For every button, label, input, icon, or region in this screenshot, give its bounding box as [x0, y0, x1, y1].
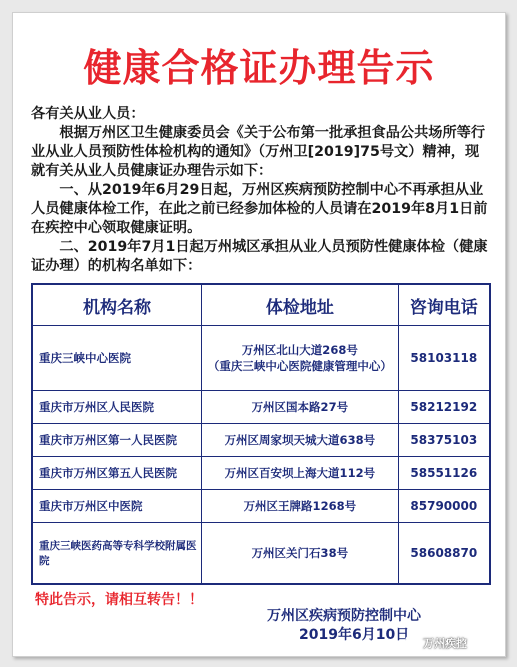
notice-page: [12, 12, 506, 657]
table-row: [33, 523, 490, 584]
row-phone: 58375103: [398, 423, 489, 456]
row-name: 重庆市万州区人民医院: [33, 390, 202, 423]
signature-date: 2019年6月10日: [299, 627, 410, 643]
row-name: 重庆三峡医药高等专科学校附属医院: [33, 523, 202, 584]
institution-table: [31, 283, 491, 585]
row-address: 万州区百安坝上海大道112号: [202, 456, 399, 489]
row-phone: 58103118: [398, 326, 489, 391]
paragraph-1: 根据万州区卫生健康委员会《关于公布第一批承担食品公共场所等行业从业人员预防性体检机构的通知》（万州卫[2019]75号文）精神，现就有关从业人员健康证办理告示如下：: [31, 125, 486, 179]
table-row: [33, 390, 490, 423]
row-address: [202, 326, 399, 391]
row-name: 重庆市万州区第五人民医院: [33, 456, 202, 489]
row-name: 重庆市万州区中医院: [33, 490, 202, 523]
table-row: [33, 490, 490, 523]
paragraph-3: 二、2019年7月1日起万州城区承担从业人员预防性健康体检（健康证办理）的机构名单如下：: [31, 239, 488, 274]
address-line: 万州区北山大道268号: [241, 342, 358, 357]
header-phone: 咨询电话: [398, 285, 489, 326]
row-address: 万州区关门石38号: [202, 523, 399, 584]
row-name: 重庆三峡中心医院: [33, 326, 202, 391]
row-name: 重庆市万州区第一人民医院: [33, 423, 202, 456]
header-address: 体检地址: [202, 285, 399, 326]
table-row: [33, 456, 490, 489]
table-header-row: [33, 285, 490, 326]
header-name: 机构名称: [33, 285, 202, 326]
salutation: 各有关从业人员：: [31, 106, 145, 122]
closing-notice: 特此告示，请相互转告！！: [35, 592, 203, 608]
table-row: [33, 326, 490, 391]
row-phone: 58608870: [398, 523, 489, 584]
signature-org: 万州区疾病预防控制中心: [267, 608, 421, 624]
notice-body: [31, 105, 491, 276]
row-address: 万州区周家坝天城大道638号: [202, 423, 399, 456]
address-line-2: （重庆三峡中心医院健康管理中心）: [207, 358, 392, 373]
row-phone: 58551126: [398, 456, 489, 489]
row-address: 万州区王牌路1268号: [202, 490, 399, 523]
row-phone: 85790000: [398, 490, 489, 523]
row-phone: 58212192: [398, 390, 489, 423]
table-row: [33, 423, 490, 456]
watermark: 万州疾控: [423, 637, 467, 650]
paragraph-2: 一、从2019年6月29日起，万州区疾病预防控制中心不再承担从业人员健康体检工作，在此之前已经参加体检的人员请在2019年8月1日前在疾控中心领取健康证明。: [31, 182, 488, 236]
row-address: 万州区国本路27号: [202, 390, 399, 423]
wechat-icon: [405, 634, 419, 648]
page-title: 健康合格证办理告示: [83, 46, 435, 90]
